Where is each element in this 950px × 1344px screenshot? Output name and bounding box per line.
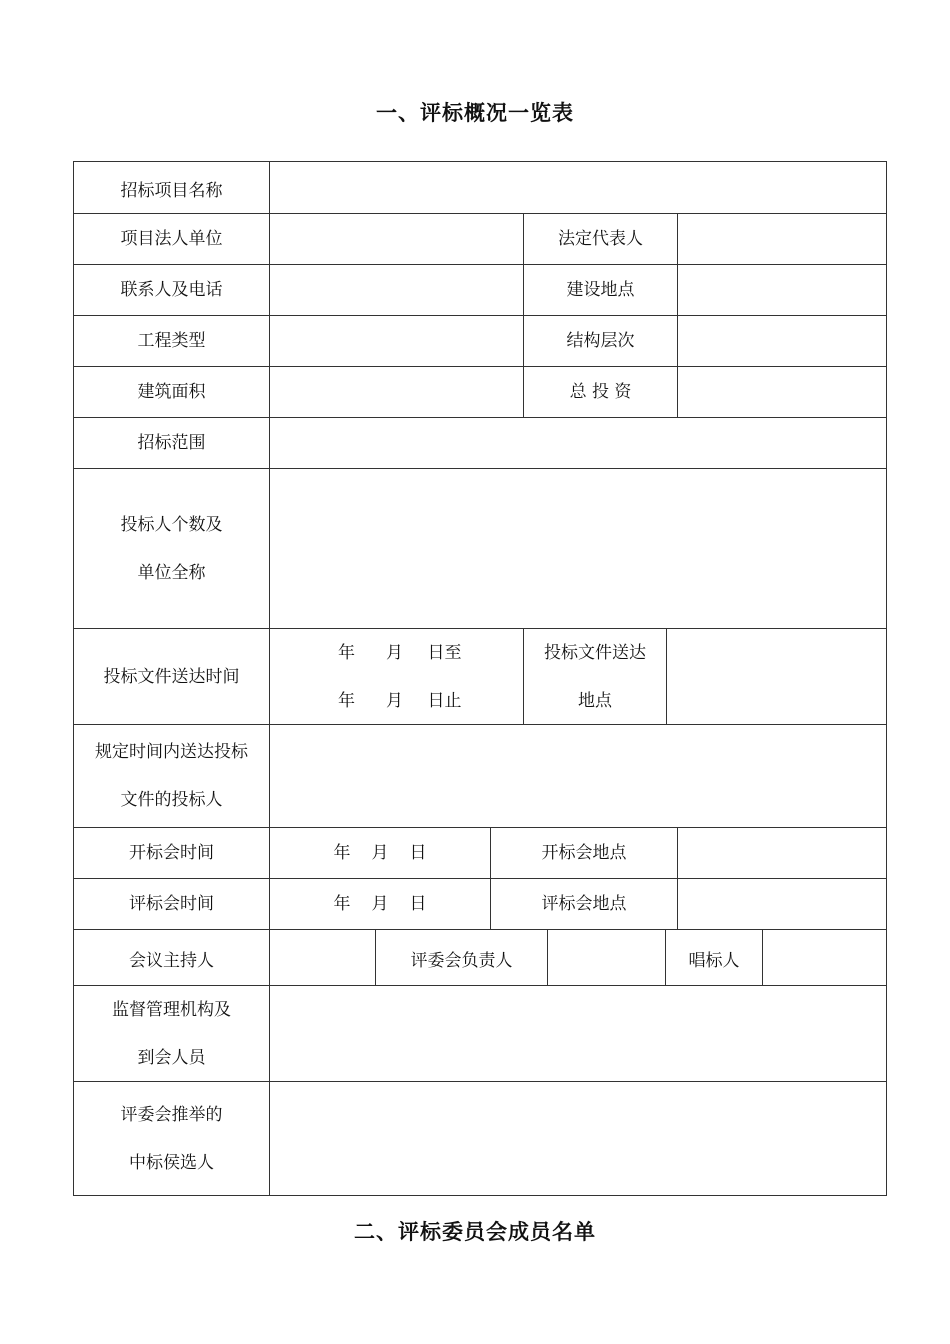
label-eval-place: 评标会地点 xyxy=(491,879,678,930)
label-total-investment: 总 投 资 xyxy=(524,367,678,418)
label-host: 会议主持人 xyxy=(74,930,270,986)
field-submit-time[interactable] xyxy=(270,629,524,725)
field-eval-time[interactable]: 年 月 日 xyxy=(270,879,491,930)
label-project-name: 招标项目名称 xyxy=(74,162,270,214)
field-open-place[interactable] xyxy=(678,828,887,879)
field-eval-place[interactable] xyxy=(678,879,887,930)
field-ontime-bidders[interactable] xyxy=(270,725,887,828)
field-project-type[interactable] xyxy=(270,316,524,367)
submit-time-from: 年 月 日至 xyxy=(338,642,462,663)
field-project-name[interactable] xyxy=(270,162,887,214)
field-host[interactable] xyxy=(270,930,376,986)
label-submit-time: 投标文件送达时间 xyxy=(74,629,270,725)
field-supervision[interactable] xyxy=(270,986,887,1082)
overview-table xyxy=(73,161,887,1196)
label-candidate: 评委会推举的 中标侯选人 xyxy=(74,1082,270,1196)
label-contact: 联系人及电话 xyxy=(74,265,270,316)
field-legal-unit[interactable] xyxy=(270,214,524,265)
field-announcer[interactable] xyxy=(763,930,887,986)
label-submit-place: 投标文件送达 地点 xyxy=(524,629,667,725)
label-legal-rep: 法定代表人 xyxy=(524,214,678,265)
field-candidate[interactable] xyxy=(270,1082,887,1196)
submit-time-to: 年 月 日止 xyxy=(338,690,462,711)
label-eval-time: 评标会时间 xyxy=(74,879,270,930)
field-submit-place[interactable] xyxy=(667,629,887,725)
label-ontime-bidders: 规定时间内送达投标 文件的投标人 xyxy=(74,725,270,828)
field-legal-rep[interactable] xyxy=(678,214,887,265)
field-contact[interactable] xyxy=(270,265,524,316)
label-structure-floors: 结构层次 xyxy=(524,316,678,367)
field-site[interactable] xyxy=(678,265,887,316)
label-site: 建设地点 xyxy=(524,265,678,316)
label-announcer: 唱标人 xyxy=(666,930,763,986)
label-legal-unit: 项目法人单位 xyxy=(74,214,270,265)
field-committee-head[interactable] xyxy=(548,930,666,986)
label-project-type: 工程类型 xyxy=(74,316,270,367)
field-building-area[interactable] xyxy=(270,367,524,418)
label-bidders: 投标人个数及 单位全称 xyxy=(74,469,270,629)
label-open-time: 开标会时间 xyxy=(74,828,270,879)
field-bid-scope[interactable] xyxy=(270,418,887,469)
label-open-place: 开标会地点 xyxy=(491,828,678,879)
label-supervision: 监督管理机构及 到会人员 xyxy=(74,986,270,1082)
field-bidders[interactable] xyxy=(270,469,887,629)
field-structure-floors[interactable] xyxy=(678,316,887,367)
section-title-committee: 二、评标委员会成员名单 xyxy=(354,1220,596,1244)
label-building-area: 建筑面积 xyxy=(74,367,270,418)
field-total-investment[interactable] xyxy=(678,367,887,418)
field-open-time[interactable]: 年 月 日 xyxy=(270,828,491,879)
section-title-overview: 一、评标概况一览表 xyxy=(376,101,574,125)
label-bid-scope: 招标范围 xyxy=(74,418,270,469)
label-committee-head: 评委会负责人 xyxy=(376,930,548,986)
